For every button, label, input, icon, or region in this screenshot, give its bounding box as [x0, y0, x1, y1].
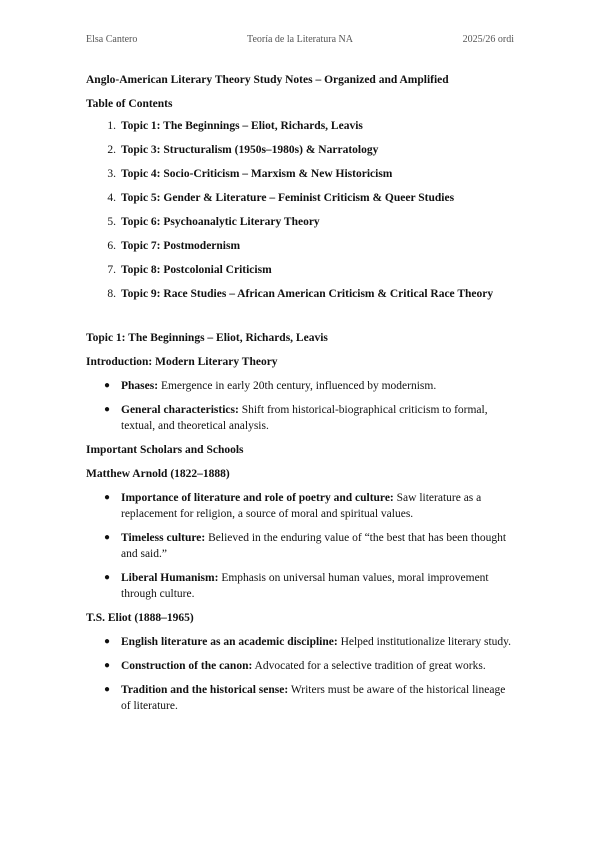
toc-item[interactable]: 3. Topic 4: Socio-Criticism – Marxism & New Historicism — [107, 168, 393, 180]
bullet-icon: ● — [104, 660, 111, 671]
toc-item[interactable]: 2. Topic 3: Structuralism (1950s–1980s) & Narratology — [107, 144, 379, 156]
bullet-icon: ● — [104, 492, 111, 503]
list-item: ● General characteristics: Shift from historical-biographical criticism to formal, textual, and theoretical analysis. — [104, 404, 488, 432]
toc-item[interactable]: 8. Topic 9: Race Studies – African American Criticism & Critical Race Theory — [107, 288, 494, 300]
toc-item[interactable]: 6. Topic 7: Postmodernism — [107, 240, 241, 252]
toc-item[interactable]: 4. Topic 5: Gender & Literature – Feminist Criticism & Queer Studies — [107, 192, 455, 204]
list-item: ● Construction of the canon: Advocated for a selective tradition of great works. — [104, 660, 486, 672]
eliot-list — [86, 634, 514, 714]
table-of-contents — [86, 118, 514, 302]
list-item: ● Liberal Humanism: Emphasis on universal human values, moral improvement through culture. — [104, 572, 489, 600]
list-item: ● Importance of literature and role of poetry and culture: Saw literature as a replacement for religion, a source of moral and spiritual values. — [104, 492, 482, 520]
bullet-icon: ● — [104, 684, 111, 695]
list-item: ● English literature as an academic discipline: Helped institutionalize literary study. — [104, 636, 512, 648]
intro-list — [86, 378, 514, 434]
header-course: Teoría de la Literatura NA — [247, 34, 353, 45]
toc-item[interactable]: 7. Topic 8: Postcolonial Criticism — [107, 264, 272, 276]
bullet-icon: ● — [104, 532, 111, 543]
document-title: Anglo-American Literary Theory Study Notes – Organized and Amplified — [86, 74, 449, 86]
arnold-title: Matthew Arnold (1822–1888) — [86, 468, 230, 480]
toc-item[interactable]: 5. Topic 6: Psychoanalytic Literary Theory — [107, 216, 320, 228]
bullet-icon: ● — [104, 404, 111, 415]
list-item: ● Phases: Emergence in early 20th century, influenced by modernism. — [104, 380, 437, 392]
intro-title: Introduction: Modern Literary Theory — [86, 356, 278, 368]
list-item: ● Tradition and the historical sense: Writers must be aware of the historical lineage of literature. — [104, 684, 506, 712]
bullet-icon: ● — [104, 572, 111, 583]
toc-item[interactable]: 1. Topic 1: The Beginnings – Eliot, Richards, Leavis — [107, 120, 363, 132]
document-body — [86, 72, 514, 722]
header-author: Elsa Cantero — [86, 34, 138, 45]
list-item: ● Timeless culture: Believed in the enduring value of “the best that has been thought and said.” — [104, 532, 507, 560]
toc-title: Table of Contents — [86, 98, 173, 110]
page-header — [86, 34, 514, 48]
topic1-title: Topic 1: The Beginnings – Eliot, Richards, Leavis — [86, 332, 328, 344]
arnold-list — [86, 490, 514, 602]
bullet-icon: ● — [104, 380, 111, 391]
bullet-icon: ● — [104, 636, 111, 647]
scholars-title: Important Scholars and Schools — [86, 444, 244, 456]
header-term: 2025/26 ordi — [462, 34, 514, 45]
eliot-title: T.S. Eliot (1888–1965) — [86, 612, 194, 624]
